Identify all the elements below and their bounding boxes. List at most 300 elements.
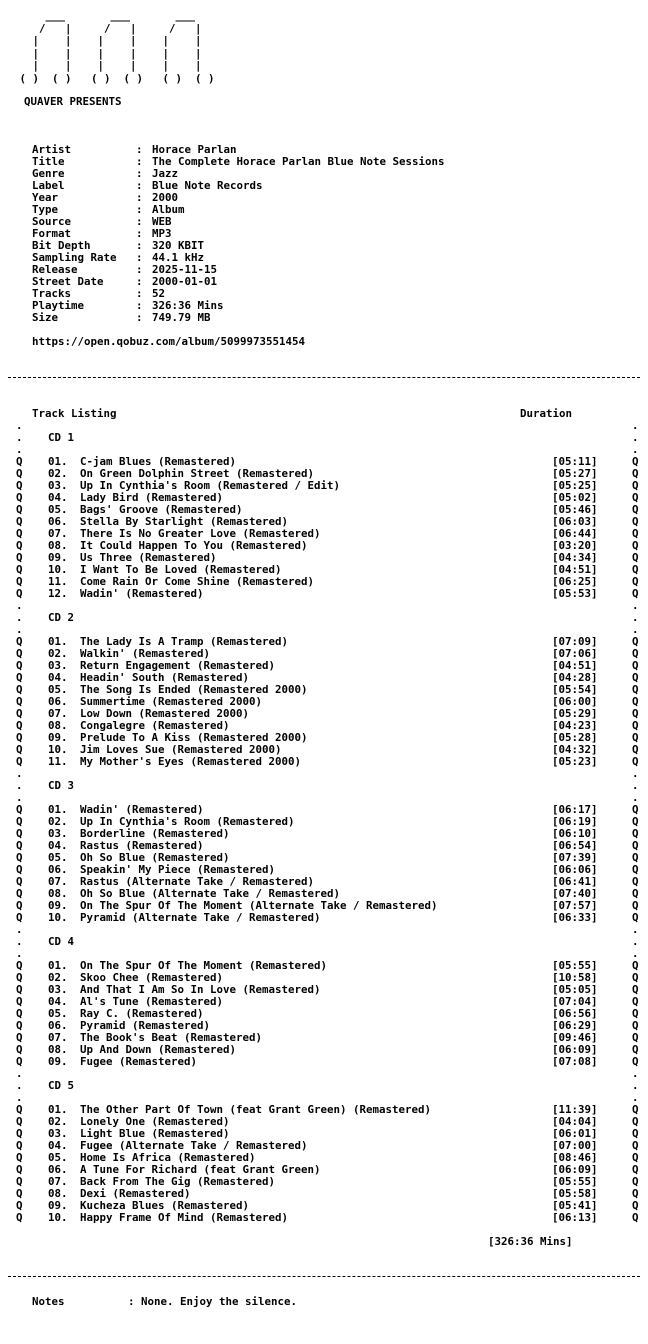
track-duration: [06:54] [552,839,598,852]
border-q: Q [16,899,23,912]
track-duration: [10:58] [552,971,598,984]
border-q: Q [16,971,23,984]
track-duration: [05:27] [552,467,598,480]
border-q: Q [16,863,23,876]
border-dot: . [632,767,639,780]
info-label: Street Date [32,275,104,288]
track-title: On Green Dolphin Street (Remastered) [80,467,315,480]
track-number: 10. [48,563,68,576]
total-playtime: [326:36 Mins] [488,1235,573,1248]
border-q: Q [16,1199,23,1212]
info-colon: : [136,299,143,312]
border-q: Q [16,635,23,648]
track-number: 02. [48,815,68,828]
track-title: Summertime (Remastered 2000) [80,695,263,708]
track-number: 08. [48,887,68,900]
track-number: 05. [48,1007,68,1020]
border-q: Q [16,875,23,888]
border-q: Q [16,1139,23,1152]
track-duration: [04:04] [552,1115,598,1128]
track-duration: [06:06] [552,863,598,876]
info-label: Label [32,179,65,192]
track-title: Speakin' My Piece (Remastered) [80,863,276,876]
border-q: Q [16,803,23,816]
border-q: Q [16,1163,23,1176]
border-q: Q [16,587,23,600]
border-q: Q [16,743,23,756]
track-title: And That I Am So In Love (Remastered) [80,983,321,996]
track-number: 07. [48,707,68,720]
track-title: Walkin' (Remastered) [80,647,211,660]
border-q: Q [16,479,23,492]
border-dot: . [632,623,639,636]
border-dot: . [16,623,23,636]
track-title: The Other Part Of Town (feat Grant Green) (Remastered) [80,1103,432,1116]
info-colon: : [136,179,143,192]
border-dot: . [632,947,639,960]
track-number: 04. [48,491,68,504]
track-duration: [07:06] [552,647,598,660]
border-dot: . [16,611,23,624]
border-q: Q [632,1043,639,1056]
track-duration: [06:01] [552,1127,598,1140]
track-number: 06. [48,863,68,876]
info-value: MP3 [152,227,172,240]
border-q: Q [632,467,639,480]
track-duration: [05:54] [552,683,598,696]
separator-line [8,1276,640,1277]
track-title: Fugee (Remastered) [80,1055,198,1068]
track-title: Congalegre (Remastered) [80,719,230,732]
border-q: Q [16,695,23,708]
info-label: Release [32,263,78,276]
info-label: Size [32,311,59,324]
border-dot: . [16,443,23,456]
track-title: The Song Is Ended (Remastered 2000) [80,683,308,696]
info-colon: : [136,143,143,156]
border-q: Q [16,995,23,1008]
border-q: Q [632,527,639,540]
border-q: Q [632,815,639,828]
border-q: Q [632,911,639,924]
track-title: Light Blue (Remastered) [80,1127,230,1140]
info-value: 44.1 kHz [152,251,205,264]
border-q: Q [632,719,639,732]
border-q: Q [632,635,639,648]
border-q: Q [632,1175,639,1188]
border-q: Q [16,839,23,852]
track-duration: [05:41] [552,1199,598,1212]
border-q: Q [632,1115,639,1128]
border-dot: . [16,923,23,936]
border-q: Q [16,887,23,900]
info-colon: : [136,287,143,300]
track-duration: [06:25] [552,575,598,588]
track-duration: [06:03] [552,515,598,528]
border-dot: . [16,1079,23,1092]
border-q: Q [16,515,23,528]
info-colon: : [136,155,143,168]
info-colon: : [136,311,143,324]
track-number: 08. [48,539,68,552]
track-duration: [05:55] [552,1175,598,1188]
album-link[interactable]: https://open.qobuz.com/album/5099973551454 [32,335,306,348]
track-duration: [07:57] [552,899,598,912]
track-title: Headin' South (Remastered) [80,671,250,684]
track-title: Al's Tune (Remastered) [80,995,224,1008]
track-number: 03. [48,983,68,996]
info-value: Jazz [152,167,179,180]
border-q: Q [632,539,639,552]
track-title: Lonely One (Remastered) [80,1115,230,1128]
track-duration: [06:09] [552,1043,598,1056]
track-duration: [04:28] [552,671,598,684]
track-title: C-jam Blues (Remastered) [80,455,237,468]
border-dot: . [16,935,23,948]
info-colon: : [136,227,143,240]
notes-value: : None. Enjoy the silence. [128,1295,298,1308]
track-title: I Want To Be Loved (Remastered) [80,563,282,576]
border-q: Q [632,755,639,768]
track-number: 09. [48,1055,68,1068]
border-q: Q [632,479,639,492]
track-number: 09. [48,551,68,564]
info-label: Bit Depth [32,239,91,252]
track-number: 06. [48,1019,68,1032]
track-title: It Could Happen To You (Remastered) [80,539,308,552]
border-q: Q [632,1163,639,1176]
border-dot: . [632,431,639,444]
border-q: Q [632,707,639,720]
border-dot: . [632,923,639,936]
disc-name: CD 4 [48,935,75,948]
border-q: Q [16,467,23,480]
track-duration: [11:39] [552,1103,598,1116]
track-duration: [05:53] [552,587,598,600]
border-q: Q [16,851,23,864]
border-q: Q [16,683,23,696]
info-value: The Complete Horace Parlan Blue Note Sessions [152,155,445,168]
track-duration: [04:51] [552,563,598,576]
track-duration: [05:02] [552,491,598,504]
track-title: Up And Down (Remastered) [80,1043,237,1056]
border-q: Q [16,827,23,840]
info-label: Artist [32,143,72,156]
info-value: 749.79 MB [152,311,211,324]
border-q: Q [16,1151,23,1164]
border-q: Q [16,911,23,924]
border-q: Q [632,1127,639,1140]
border-q: Q [16,1043,23,1056]
border-dot: . [16,767,23,780]
track-title: Bags' Groove (Remastered) [80,503,243,516]
border-q: Q [632,959,639,972]
track-number: 09. [48,1199,68,1212]
border-dot: . [632,611,639,624]
border-q: Q [632,1103,639,1116]
track-title: Oh So Blue (Alternate Take / Remastered) [80,887,341,900]
track-number: 01. [48,959,68,972]
border-q: Q [632,1139,639,1152]
border-dot: . [16,431,23,444]
border-q: Q [632,695,639,708]
border-dot: . [632,779,639,792]
info-colon: : [136,239,143,252]
track-title: The Lady Is A Tramp (Remastered) [80,635,289,648]
track-number: 01. [48,1103,68,1116]
border-q: Q [16,1187,23,1200]
border-q: Q [632,1019,639,1032]
border-q: Q [16,1007,23,1020]
track-title: On The Spur Of The Moment (Alternate Take / Remastered) [80,899,438,912]
track-duration: [04:23] [552,719,598,732]
info-label: Type [32,203,59,216]
border-q: Q [632,1031,639,1044]
track-title: My Mother's Eyes (Remastered 2000) [80,755,302,768]
border-q: Q [16,755,23,768]
border-q: Q [16,707,23,720]
track-title: Low Down (Remastered 2000) [80,707,250,720]
border-q: Q [632,995,639,1008]
track-duration: [06:10] [552,827,598,840]
track-title: Skoo Chee (Remastered) [80,971,224,984]
track-title: Prelude To A Kiss (Remastered 2000) [80,731,308,744]
border-q: Q [632,575,639,588]
duration-header: Duration [520,407,573,420]
track-number: 03. [48,1127,68,1140]
disc-name: CD 3 [48,779,75,792]
border-q: Q [632,503,639,516]
info-colon: : [136,203,143,216]
border-dot: . [16,947,23,960]
track-number: 08. [48,1187,68,1200]
border-dot: . [16,419,23,432]
track-title: Dexi (Remastered) [80,1187,191,1200]
info-label: Title [32,155,65,168]
border-q: Q [632,1151,639,1164]
border-q: Q [16,539,23,552]
border-q: Q [16,491,23,504]
track-title: Come Rain Or Come Shine (Remastered) [80,575,315,588]
track-number: 03. [48,827,68,840]
track-title: On The Spur Of The Moment (Remastered) [80,959,328,972]
border-q: Q [16,959,23,972]
border-q: Q [632,515,639,528]
track-number: 10. [48,743,68,756]
track-title: There Is No Greater Love (Remastered) [80,527,321,540]
border-dot: . [16,791,23,804]
track-number: 02. [48,647,68,660]
border-q: Q [16,563,23,576]
border-q: Q [632,1199,639,1212]
track-title: Up In Cynthia's Room (Remastered / Edit) [80,479,341,492]
track-duration: [06:41] [552,875,598,888]
track-number: 07. [48,527,68,540]
track-duration: [07:40] [552,887,598,900]
notes-label: Notes [32,1295,65,1308]
track-number: 09. [48,899,68,912]
border-q: Q [632,1007,639,1020]
info-colon: : [136,275,143,288]
track-duration: [06:44] [552,527,598,540]
track-duration: [04:32] [552,743,598,756]
track-number: 02. [48,467,68,480]
border-dot: . [16,1067,23,1080]
disc-name: CD 2 [48,611,75,624]
border-q: Q [16,1211,23,1224]
border-q: Q [16,1175,23,1188]
track-duration: [06:17] [552,803,598,816]
info-value: Blue Note Records [152,179,263,192]
border-q: Q [632,1211,639,1224]
track-duration: [05:05] [552,983,598,996]
track-duration: [05:25] [552,479,598,492]
border-q: Q [16,527,23,540]
border-q: Q [632,563,639,576]
track-number: 06. [48,515,68,528]
track-duration: [05:46] [552,503,598,516]
border-q: Q [632,863,639,876]
track-number: 07. [48,875,68,888]
border-q: Q [16,1127,23,1140]
border-q: Q [632,743,639,756]
track-title: Stella By Starlight (Remastered) [80,515,289,528]
presents-text: QUAVER PRESENTS [24,95,122,108]
info-colon: : [136,263,143,276]
border-q: Q [632,683,639,696]
track-title: Pyramid (Alternate Take / Remastered) [80,911,321,924]
border-q: Q [632,851,639,864]
track-number: 04. [48,995,68,1008]
track-listing-title: Track Listing [32,407,117,420]
track-number: 03. [48,659,68,672]
border-dot: . [16,779,23,792]
track-duration: [05:28] [552,731,598,744]
border-q: Q [632,971,639,984]
info-label: Format [32,227,72,240]
border-q: Q [632,455,639,468]
track-number: 08. [48,1043,68,1056]
track-duration: [05:55] [552,959,598,972]
border-q: Q [632,659,639,672]
info-colon: : [136,191,143,204]
border-q: Q [16,1115,23,1128]
track-number: 12. [48,587,68,600]
disc-name: CD 5 [48,1079,75,1092]
track-duration: [07:08] [552,1055,598,1068]
border-dot: . [632,443,639,456]
track-title: Jim Loves Sue (Remastered 2000) [80,743,282,756]
track-number: 05. [48,851,68,864]
logo-ascii-text: | | | | | | [0,59,202,72]
info-value: 326:36 Mins [152,299,224,312]
track-title: Pyramid (Remastered) [80,1019,211,1032]
track-number: 07. [48,1175,68,1188]
border-q: Q [632,875,639,888]
info-value: 2025-11-15 [152,263,218,276]
border-q: Q [632,731,639,744]
border-q: Q [632,803,639,816]
logo-ascii-text: ___ ___ ___ [0,9,196,22]
border-q: Q [632,827,639,840]
logo-ascii-text: / | / | / | [0,21,202,35]
track-number: 11. [48,575,68,588]
border-dot: . [632,599,639,612]
info-label: Genre [32,167,65,180]
track-duration: [06:29] [552,1019,598,1032]
disc-name: CD 1 [48,431,75,444]
border-dot: . [632,1079,639,1092]
border-dot: . [632,1067,639,1080]
border-q: Q [16,659,23,672]
track-title: Wadin' (Remastered) [80,803,204,816]
track-number: 10. [48,911,68,924]
track-duration: [07:00] [552,1139,598,1152]
border-q: Q [16,815,23,828]
logo-ascii-text: | | | | | | [0,46,202,60]
track-title: Rastus (Alternate Take / Remastered) [80,875,315,888]
track-number: 04. [48,839,68,852]
track-duration: [06:56] [552,1007,598,1020]
track-duration: [05:23] [552,755,598,768]
border-dot: . [632,419,639,432]
border-q: Q [16,983,23,996]
track-title: Ray C. (Remastered) [80,1007,204,1020]
track-number: 04. [48,1139,68,1152]
track-number: 03. [48,479,68,492]
track-duration: [06:00] [552,695,598,708]
border-q: Q [16,1019,23,1032]
track-duration: [05:58] [552,1187,598,1200]
track-number: 05. [48,503,68,516]
info-value: 52 [152,287,166,300]
track-number: 05. [48,1151,68,1164]
border-q: Q [632,899,639,912]
border-dot: . [16,599,23,612]
track-number: 05. [48,683,68,696]
border-q: Q [16,719,23,732]
border-q: Q [632,551,639,564]
track-title: A Tune For Richard (feat Grant Green) [80,1163,321,1176]
separator-line [8,377,640,378]
track-number: 01. [48,635,68,648]
track-title: Back From The Gig (Remastered) [80,1175,276,1188]
border-q: Q [16,503,23,516]
info-colon: : [136,167,143,180]
track-number: 11. [48,755,68,768]
track-duration: [08:46] [552,1151,598,1164]
info-value: 2000-01-01 [152,275,218,288]
info-label: Source [32,215,72,228]
border-q: Q [16,647,23,660]
track-number: 10. [48,1211,68,1224]
track-title: Up In Cynthia's Room (Remastered) [80,815,295,828]
info-value: Album [152,203,185,216]
track-duration: [09:46] [552,1031,598,1044]
border-q: Q [16,671,23,684]
track-title: Us Three (Remastered) [80,551,217,564]
track-number: 02. [48,1115,68,1128]
border-q: Q [16,1055,23,1068]
track-duration: [06:19] [552,815,598,828]
info-label: Playtime [32,299,85,312]
info-colon: : [136,215,143,228]
track-duration: [07:09] [552,635,598,648]
border-dot: . [632,935,639,948]
track-number: 04. [48,671,68,684]
track-title: Wadin' (Remastered) [80,587,204,600]
border-dot: . [632,1091,639,1104]
